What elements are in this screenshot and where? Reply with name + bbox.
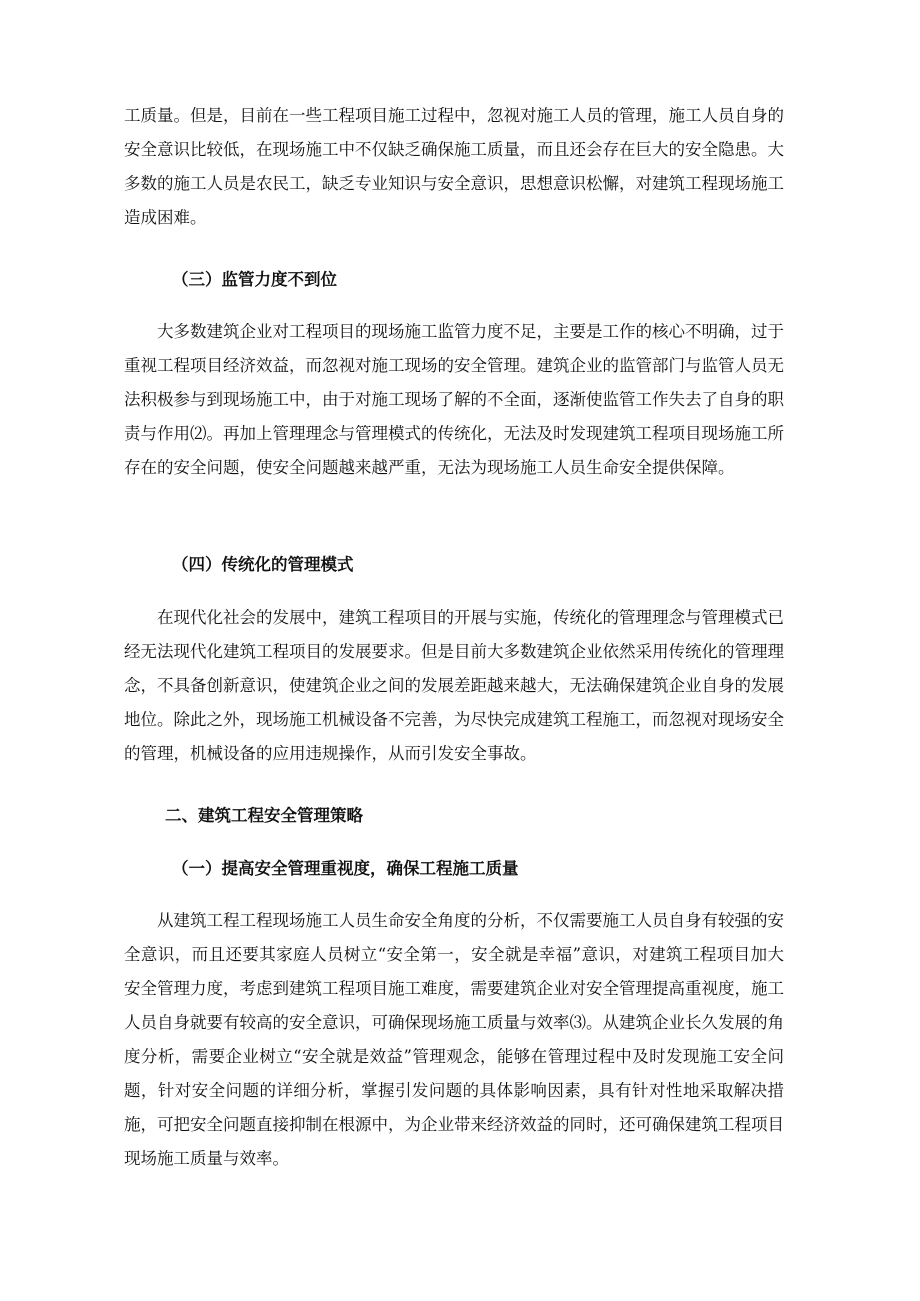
section-heading-supervision: （三）监管力度不到位 (172, 270, 337, 289)
paragraph-traditional-management: 在现代化社会的发展中，建筑工程项目的开展与实施，传统化的管理理念与管理模式已经无法现代化建筑工程项目的发展要求。但是目前大多数建筑企业依然采用传统化的管理理念，不具备创新意识，使建筑企业之间的发展差距越来越大，无法确保建筑企业自身的发展地位。除此之外，现场施工机械设备不完善，为尽快完成建筑工程施工，而忽视对现场安全的管理，机械设备的应用违规操作，从而引发安全事故。 (124, 608, 784, 763)
paragraph-construction-workers: 工质量。但是，目前在一些工程项目施工过程中，忽视对施工人员的管理，施工人员自身的安全意识比较低，在现场施工中不仅缺乏确保施工质量，而且还会存在巨大的安全隐患。大多数的施工人员是农民工，缺乏专业知识与安全意识，思想意识松懈，对建筑工程现场施工造成困难。 (124, 106, 784, 227)
section-heading-raise-attention: （一）提高安全管理重视度，确保工程施工质量 (172, 859, 519, 878)
section-heading-traditional-management: （四）传统化的管理模式 (172, 555, 354, 574)
paragraph-supervision: 大多数建筑企业对工程项目的现场施工监管力度不足，主要是工作的核心不明确，过于重视工程项目经济效益，而忽视对施工现场的安全管理。建筑企业的监管部门与监管人员无法积极参与到现场施工中，由于对施工现场了解的不全面，逐渐使监管工作失去了自身的职责与作用⑵。再加上管理理念与管理模式的传统化，无法及时发现建筑工程项目现场施工所存在的安全问题，使安全问题越来越严重，无法为现场施工人员生命安全提供保障。 (124, 322, 784, 477)
paragraph-raise-attention: 从建筑工程工程现场施工人员生命安全角度的分析，不仅需要施工人员自身有较强的安全意识，而且还要其家庭人员树立“安全第一，安全就是幸福”意识，对建筑工程项目加大安全管理力度，考虑到建筑工程项目施工难度，需要建筑企业对安全管理提高重视度，施工人员自身就要有较高的安全意识，可确保现场施工质量与效率⑶。从建筑企业长久发展的角度分析，需要企业树立“安全就是效益”管理观念，能够在管理过程中及时发现施工安全问题，针对安全问题的详细分析，掌握引发问题的具体影响因素，具有针对性地采取解决措施，可把安全问题直接抑制在根源中，为企业带来经济效益的同时，还可确保建筑工程项目现场施工质量与效率。 (124, 911, 784, 1168)
chapter-heading-safety-strategy: 二、建筑工程安全管理策略 (165, 806, 363, 825)
